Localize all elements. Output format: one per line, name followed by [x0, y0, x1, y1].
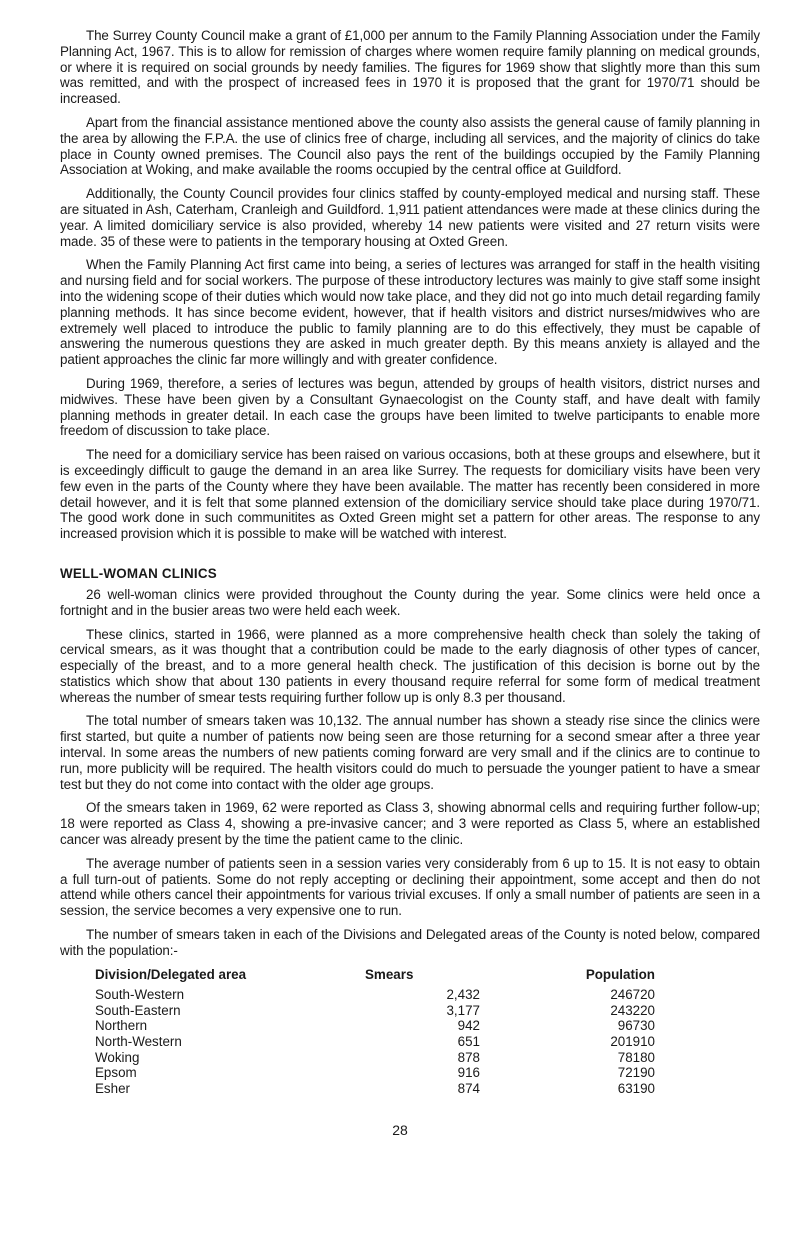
population-cell: 63190 [617, 1080, 655, 1096]
table-row [95, 1018, 655, 1034]
paragraph-lectures-1969: During 1969, therefore, a series of lectures was begun, attended by groups of health visitors, district nurses and midwives. These have been given by a Consultant Gynaecologist on the County staff, and have dealt with family planning methods in greater detail. In each case the groups have been limited to twelve participants to enable more freedom of discussion to take place. [60, 375, 760, 439]
page-number: 28 [392, 1122, 408, 1138]
smears-cell: 942 [457, 1018, 480, 1034]
table-row [95, 1034, 655, 1050]
population-cell: 201910 [610, 1034, 655, 1050]
division-cell: Woking [95, 1049, 140, 1065]
paragraph-financial-assistance: Apart from the financial assistance mentioned above the county also assists the general cause of family planning in the area by allowing the F.P.A. the use of clinics free of charge, including all services, and the majority of clinics do take place in County owned premises. The Council also pays the rent of the buildings occupied by the Family Planning Association at Woking, and make available the rooms occupied by the central office at Guildford. [60, 114, 760, 178]
smears-cell: 874 [457, 1080, 480, 1096]
paragraph-fpa-grant: The Surrey County Council make a grant of £1,000 per annum to the Family Planning Association under the Family Planning Act, 1967. This is to allow for remission of charges where women require family planning on medical grounds, or where it is required on social grounds by needy families. The figures for 1969 show that slightly more than this sum was remitted, and with the prospect of increased fees in 1970 it is proposed that the grant for 1970/71 should be increased. [60, 28, 760, 107]
population-cell: 246720 [610, 987, 655, 1003]
division-cell: North-Western [95, 1034, 182, 1050]
smears-cell: 878 [457, 1049, 480, 1065]
header-smears: Smears [365, 966, 414, 982]
division-cell: Northern [95, 1018, 148, 1034]
paragraph-domiciliary-service: The need for a domiciliary service has been raised on various occasions, both at these groups and elsewhere, but it is exceedingly difficult to gauge the demand in an area like Surrey. The requests for domiciliary visits have been very few even in the parts of the County where they have been available. The matter has recently been considered in more detail however, and it is felt that some planned extension of the domiciliary service should take place during 1970/71. The good work done in such communitites as Oxted Green might set a pattern for other areas. The response to any increased provision which it is possible to make will be watched with interest. [60, 447, 760, 542]
table-row [95, 1065, 655, 1081]
division-cell: South-Western [95, 987, 185, 1003]
paragraph-total-smears: The total number of smears taken was 10,132. The annual number has shown a steady rise since the clinics were first started, but quite a number of patients now being seen are those returning for a second smear after a three year interval. In some areas the numbers of new patients coming forward are very small and if the clinics are to continue to run, more publicity will be required. The health visitors could do much to persuade the younger patient to have a smear test but they do not come into contact with the older age groups. [60, 713, 760, 792]
table-row [95, 1003, 655, 1019]
division-cell: Esher [95, 1080, 130, 1096]
header-population: Population [585, 966, 655, 982]
smears-population-table [95, 967, 655, 1097]
population-cell: 96730 [617, 1018, 655, 1034]
paragraph-clinics-started: These clinics, started in 1966, were planned as a more comprehensive health check than solely the taking of cervical smears, as it was thought that a contribution could be made to the early diagnosis of other types of cancer, especially of the breast, and to a more general health check. The justification of this decision is borne out by the statistics which show that about 130 patients in every thousand require referral for some form of medical treatment whereas the number of smear tests requiring further follow up is only 8.3 per thousand. [60, 626, 760, 705]
smears-cell: 651 [457, 1034, 480, 1050]
paragraph-county-clinics: Additionally, the County Council provides four clinics staffed by county-employed medical and nursing staff. These are situated in Ash, Caterham, Cranleigh and Guildford. 1,911 patient attendances were made at these clinics during the year. A limited domiciliary service is also provided, whereby 14 new patients were visited and 27 return visits were made. 35 of these were to patients in the temporary housing at Oxted Green. [60, 186, 760, 249]
population-cell: 243220 [610, 1002, 655, 1018]
paragraph-lectures: When the Family Planning Act first came into being, a series of lectures was arranged for staff in the health visiting and nursing field and for social workers. The purpose of these introductory lectures was mainly to give staff some insight into the widening scope of their duties which would now take place, and they did not go into much detail regarding family planning methods. It has since become evident, however, that if health visitors and district nurses/midwives who are extremely well placed to introduce the public to family planning are to do this effectively, they must be capable of answering the numerous questions they are asked in much greater depth. By this means anxiety is allayed and the patient approaches the clinic far more willingly and with greater confidence. [60, 257, 760, 368]
paragraph-smear-classes: Of the smears taken in 1969, 62 were reported as Class 3, showing abnormal cells and requiring further follow-up; 18 were reported as Class 4, showing a pre-invasive cancer; and 3 were reported as Class 5, where an established cancer was already present by the time the patient came to the clinic. [60, 800, 760, 848]
table-row [95, 987, 655, 1003]
population-cell: 78180 [617, 1049, 655, 1065]
division-cell: Epsom [95, 1065, 137, 1081]
paragraph-session-numbers: The average number of patients seen in a session varies very considerably from 6 up to 15. It is not easy to obtain a full turn-out of patients. Some do not reply accepting or declining their appointment, some accept and then do not attend while others cancel their appointments for various trivial excuses. If only a small number of patients are seen in a session, the service becomes a very expensive one to run. [60, 855, 760, 919]
header-division: Division/Delegated area [95, 966, 247, 982]
division-cell: South-Eastern [95, 1002, 181, 1018]
smears-cell: 916 [457, 1065, 480, 1081]
table-row [95, 1081, 655, 1097]
paragraph-clinics-provided: 26 well-woman clinics were provided throughout the County during the year. Some clinics were held once a fortnight and in the busier areas two were held each week. [60, 586, 760, 618]
table-header-row [95, 967, 655, 988]
document-page [60, 28, 760, 1096]
table-row [95, 1050, 655, 1066]
section-heading: WELL-WOMAN CLINICS [60, 565, 217, 581]
smears-cell: 3,177 [446, 1002, 480, 1018]
population-cell: 72190 [617, 1065, 655, 1081]
paragraph-table-intro: The number of smears taken in each of the Divisions and Delegated areas of the County is noted below, compared with the population:- [60, 927, 760, 958]
smears-cell: 2,432 [446, 987, 480, 1003]
